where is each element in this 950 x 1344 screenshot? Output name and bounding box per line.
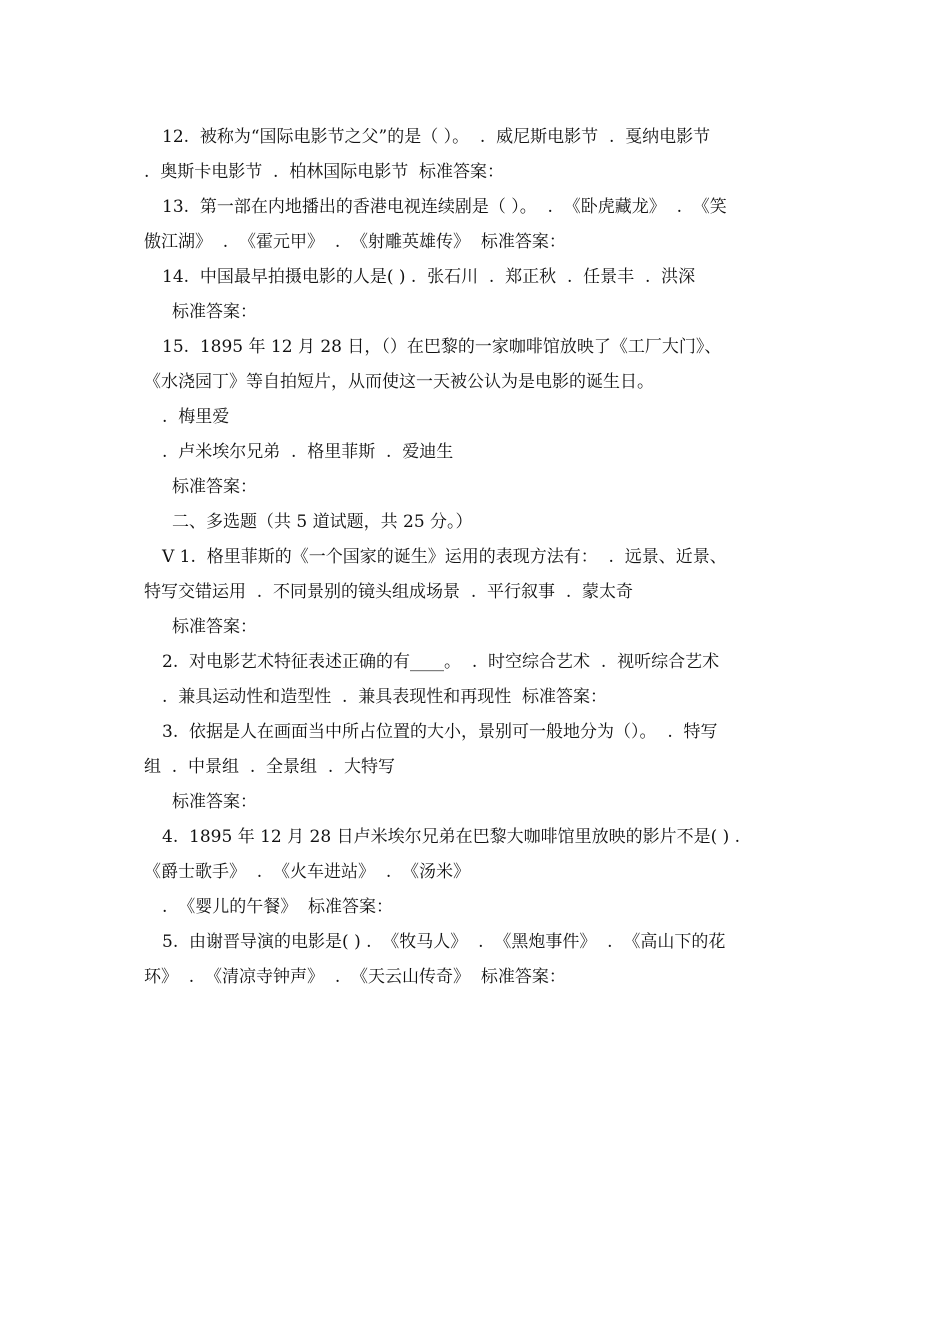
text-line-q15: 15. 1895 年 12 月 28 日，（）在巴黎的一家咖啡馆放映了《工厂大门》、 xyxy=(162,337,722,357)
text-line-q15-option-a: . 梅里爱 xyxy=(162,407,230,427)
text-line-m3: 3. 依据是人在画面当中所占位置的大小，景别可一般地分为（）。 . 特写 xyxy=(162,722,718,742)
text-line-q13: 13. 第一部在内地播出的香港电视连续剧是（ ）。 . 《卧虎藏龙》 . 《笑 xyxy=(162,197,727,217)
text-line-q15-cont: 《水浇园丁》等自拍短片，从而使这一天被公认为是电影的诞生日。 xyxy=(144,372,654,392)
text-line-q14-answer: 标准答案： xyxy=(172,302,257,322)
text-line-m1-answer: 标准答案： xyxy=(172,617,257,637)
text-line-m3-cont: 组 . 中景组 . 全景组 . 大特写 xyxy=(144,757,396,777)
text-line-q12-cont: . 奥斯卡电影节 . 柏林国际电影节 标准答案： xyxy=(144,162,505,182)
text-line-q12: 12. 被称为“国际电影节之父”的是（ ）。 . 威尼斯电影节 . 戛纳电影节 xyxy=(162,127,711,147)
section-heading-multiple-choice: 二、多选题（共 5 道试题，共 25 分。） xyxy=(172,512,473,532)
text-line-m3-answer: 标准答案： xyxy=(172,792,257,812)
text-line-q15-options: . 卢米埃尔兄弟 . 格里菲斯 . 爱迪生 xyxy=(162,442,454,462)
text-line-m4: 4. 1895 年 12 月 28 日卢米埃尔兄弟在巴黎大咖啡馆里放映的影片不是( ) . xyxy=(162,827,741,847)
text-line-m5-cont: 环》 . 《清凉寺钟声》 . 《天云山传奇》 标准答案： xyxy=(144,967,566,987)
text-line-m5: 5. 由谢晋导演的电影是( ) . 《牧马人》 . 《黑炮事件》 . 《高山下的花 xyxy=(162,932,726,952)
text-line-m4-cont: 《爵士歌手》 . 《火车进站》 . 《汤米》 xyxy=(144,862,471,882)
text-line-m4-option-d: . 《婴儿的午餐》 标准答案： xyxy=(162,897,394,917)
text-line-m1-cont: 特写交错运用 . 不同景别的镜头组成场景 . 平行叙事 . 蒙太奇 xyxy=(144,582,634,602)
text-line-q13-cont: 傲江湖》 . 《霍元甲》 . 《射雕英雄传》 标准答案： xyxy=(144,232,566,252)
text-line-m2-cont: . 兼具运动性和造型性 . 兼具表现性和再现性 标准答案： xyxy=(162,687,608,707)
text-line-q15-answer: 标准答案： xyxy=(172,477,257,497)
text-line-m2: 2. 对电影艺术特征表述正确的有____。 . 时空综合艺术 . 视听综合艺术 xyxy=(162,652,720,672)
text-line-m1: V 1. 格里菲斯的《一个国家的诞生》运用的表现方法有： . 远景、近景、 xyxy=(162,547,727,567)
text-line-q14: 14. 中国最早拍摄电影的人是( ) . 张石川 . 郑正秋 . 任景丰 . 洪深 xyxy=(162,267,696,287)
